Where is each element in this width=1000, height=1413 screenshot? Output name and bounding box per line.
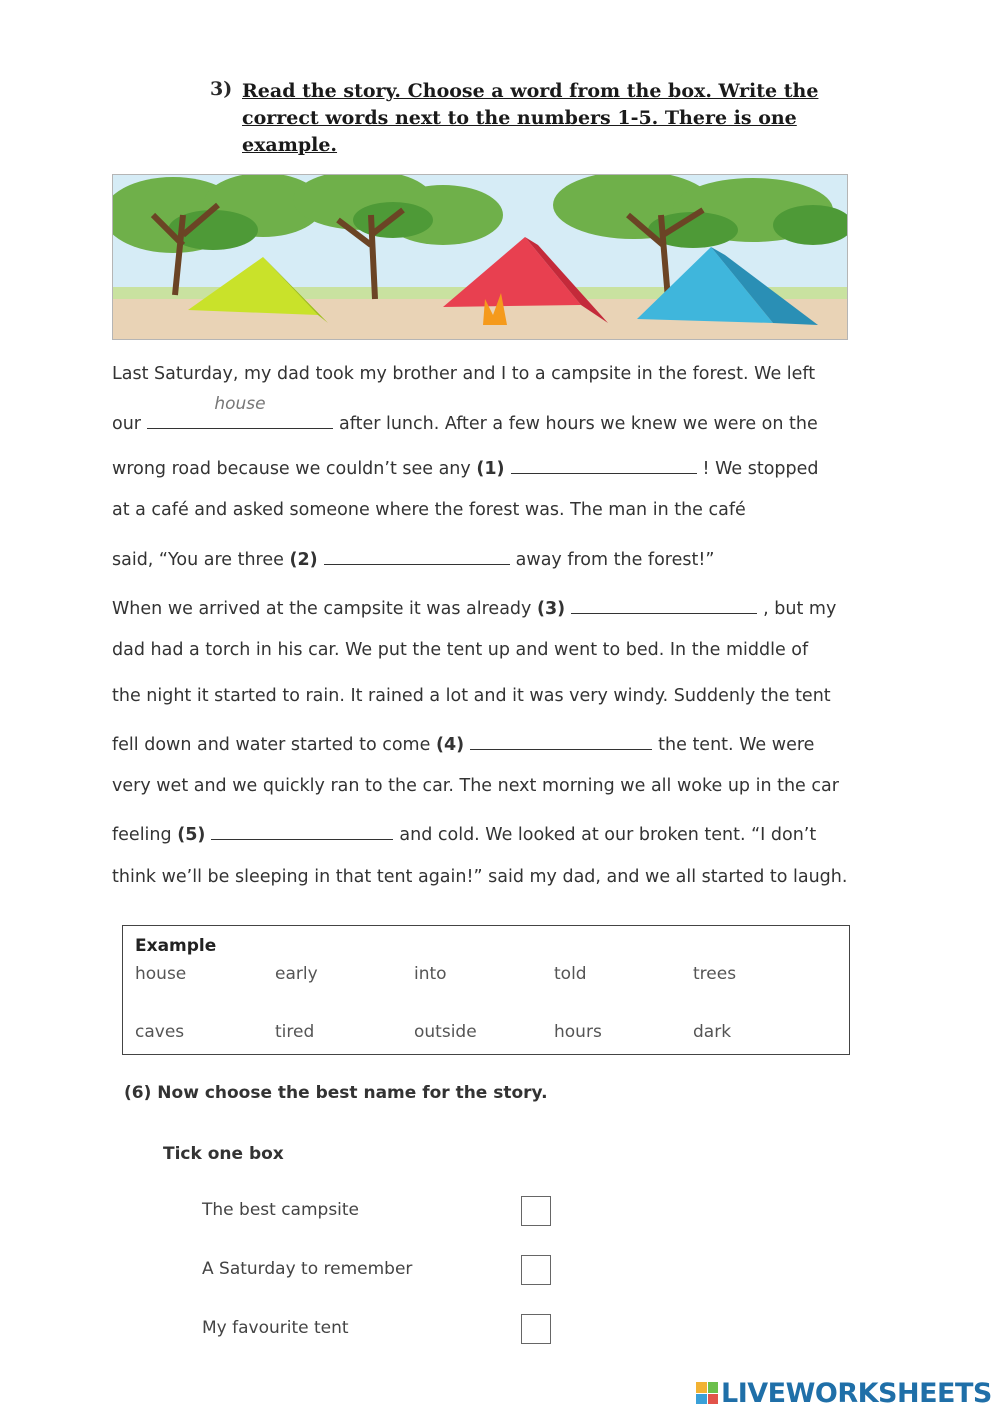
question-number: 3) [210,78,233,100]
story-line-4: at a café and asked someone where the forest was. The man in the café [112,500,746,520]
story-line-10: very wet and we quickly ran to the car. The next morning we all woke up in the car [112,776,839,796]
answer-blank-5[interactable] [211,821,393,840]
campsite-illustration [112,174,848,340]
story-text: wrong road because we couldn’t see any [112,459,471,479]
title-option-checkbox-3[interactable] [521,1314,551,1344]
title-option-label: The best campsite [202,1200,360,1220]
gap-number-1: (1) [476,459,505,479]
story-text: said, “You are three [112,550,284,570]
story-line-1: Last Saturday, my dad took my brother and I to a campsite in the forest. We left [112,364,816,384]
tick-instruction: Tick one box [163,1144,284,1164]
word-option: trees [693,964,737,984]
answer-blank-4[interactable] [470,731,652,750]
story-line-9 [112,731,814,755]
story-text: fell down and water started to come [112,735,431,755]
word-option: dark [693,1022,732,1042]
title-option-checkbox-1[interactable] [521,1196,551,1226]
word-option: early [275,964,318,984]
answer-blank-2[interactable] [324,546,510,565]
story-line-8: the night it started to rain. It rained a lot and it was very windy. Suddenly the tent [112,686,831,706]
answer-blank-1[interactable] [511,455,697,474]
title-option-checkbox-2[interactable] [521,1255,551,1285]
story-text: ! We stopped [702,459,819,479]
example-answer: house [214,394,266,414]
story-text: feeling [112,825,172,845]
liveworksheets-logo [696,1376,992,1410]
word-option: into [414,964,447,984]
word-box [122,925,850,1055]
story-line-3 [112,455,819,479]
brand-name: LIVEWORKSHEETS [721,1377,992,1409]
gap-number-2: (2) [289,550,318,570]
gap-number-4: (4) [435,735,465,755]
story-text: When we arrived at the campsite it was already [112,599,532,619]
word-option: caves [135,1022,185,1042]
example-blank [147,394,333,429]
title-option-label: My favourite tent [202,1318,349,1338]
story-line-7: dad had a torch in his car. We put the tent up and went to bed. In the middle of [112,640,809,660]
question-6: (6) Now choose the best name for the story. [124,1083,548,1103]
story-text: after lunch. After a few hours we knew we were on the [339,414,818,434]
word-option: hours [554,1022,602,1042]
story-line-5 [112,546,714,570]
answer-blank-3[interactable] [571,595,757,614]
story-text: the tent. We were [658,735,815,755]
word-option: outside [414,1022,477,1042]
word-option: house [135,964,187,984]
title-option-label: A Saturday to remember [202,1259,413,1279]
campsite-illustration-svg [113,175,847,339]
gap-number-3: (3) [536,599,566,619]
instruction-heading: Read the story. Choose a word from the box. Write the correct words next to the numbers 1-5. There is one example. [242,80,819,156]
story-text: and cold. We looked at our broken tent. “I don’t [399,825,817,845]
story-line-6 [112,595,836,619]
story-line-11 [112,821,816,845]
gap-number-5: (5) [177,825,206,845]
story-line-12: think we’ll be sleeping in that tent again!” said my dad, and we all started to laugh. [112,867,848,887]
live-logo-icon [696,1382,718,1404]
story-text: away from the forest!” [515,550,715,570]
word-option: told [554,964,587,984]
word-box-title: Example [135,936,217,956]
word-option: tired [275,1022,315,1042]
story-line-2 [112,394,818,434]
story-text: our [112,414,141,434]
story-text: , but my [763,599,837,619]
